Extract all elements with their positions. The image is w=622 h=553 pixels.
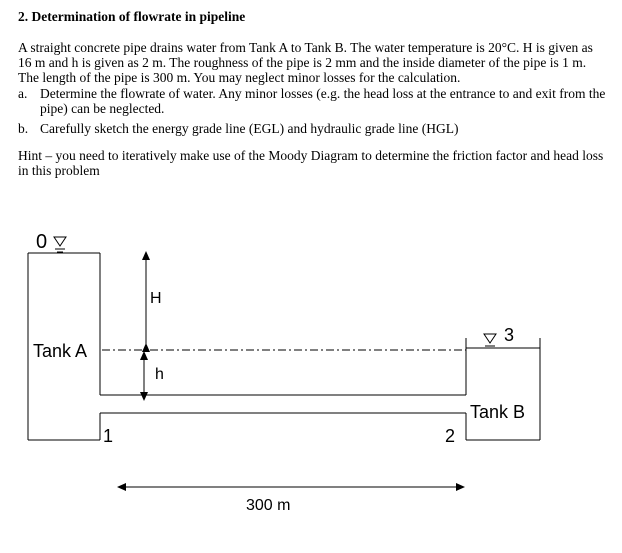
hint-text: Hint – you need to iteratively make use of the Moody Diagram to determine the friction factor and head loss in this problem [18, 148, 604, 179]
point-2-label: 2 [445, 426, 456, 446]
length-label: 300 m [246, 497, 291, 514]
tank-a-label: Tank A [33, 341, 88, 361]
tank-b-label: Tank B [470, 402, 526, 422]
question-a-label: a. [18, 85, 28, 101]
question-b-label: b. [18, 121, 29, 137]
free-surface-icon-b [484, 334, 496, 346]
point-0-label: 0 [36, 231, 48, 253]
h-label: h [155, 366, 164, 383]
H-label: H [150, 290, 162, 307]
tank-b [466, 338, 540, 440]
point-3-label: 3 [504, 325, 515, 345]
problem-statement: A straight concrete pipe drains water from Tank A to Tank B. The water temperature is 20°C. H is given as 16 m and h is given as 2 m. The roughness of the pipe is 2 mm and the inside diameter of the pipe is 1 m. The length of the pipe is 300 m. You may neglect minor losses for the calculation. [18, 40, 593, 86]
question-b-text: Carefully sketch the energy grade line (EGL) and hydraulic grade line (HGL) [40, 121, 459, 137]
pipe [100, 395, 466, 413]
point-1-label: 1 [103, 426, 114, 446]
question-a-text: Determine the flowrate of water. Any minor losses (e.g. the head loss at the entrance to and exit from the pipe) can be neglected. [40, 85, 606, 116]
problem-heading: 2. Determination of flowrate in pipeline [18, 9, 246, 24]
free-surface-icon-a [54, 237, 66, 252]
